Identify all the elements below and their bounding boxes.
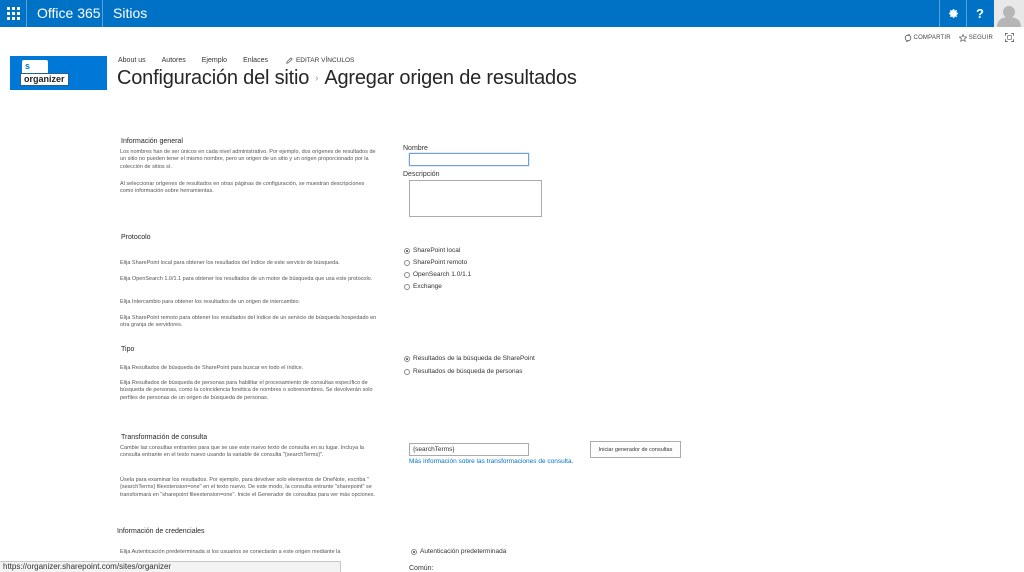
section-title-credentials: Información de credenciales xyxy=(117,528,205,535)
type-option-label: Resultados de la búsqueda de SharePoint xyxy=(413,355,535,362)
protocol-option-label: Exchange xyxy=(413,283,442,290)
nav-item-about-us[interactable]: About us xyxy=(118,57,146,64)
radio-selected-icon xyxy=(404,248,410,254)
radio-selected-icon xyxy=(411,549,417,555)
radio-icon xyxy=(404,284,410,290)
radio-selected-icon xyxy=(404,356,410,362)
star-icon xyxy=(959,34,967,42)
help-icon: ? xyxy=(976,6,984,21)
avatar[interactable] xyxy=(994,0,1024,27)
credentials-option-default[interactable] xyxy=(411,548,506,555)
app-launcher-button[interactable] xyxy=(0,0,26,27)
share-button[interactable] xyxy=(904,34,951,42)
focus-content-button[interactable] xyxy=(1005,33,1014,42)
protocol-option-opensearch[interactable] xyxy=(404,271,471,278)
section-title-query-transform: Transformación de consulta xyxy=(121,434,208,441)
link-status-bar: https://organizer.sharepoint.com/sites/organizer xyxy=(0,561,341,572)
section-title-protocol: Protocolo xyxy=(121,234,151,241)
protocol-desc-remote: Elija SharePoint remoto para obtener los resultados del índice de un servicio de búsqueda hospedado en otra granja de servidores. xyxy=(120,315,377,329)
protocol-option-remote[interactable] xyxy=(404,259,467,266)
logo-label: organizer xyxy=(20,73,69,86)
breadcrumb-parent[interactable]: Configuración del sitio xyxy=(117,67,310,89)
protocol-option-label: SharePoint remoto xyxy=(413,259,468,266)
suite-divider xyxy=(102,0,103,27)
page-title xyxy=(117,67,577,90)
follow-label: SEGUIR xyxy=(968,34,993,41)
protocol-option-label: OpenSearch 1.0/1.1 xyxy=(413,271,472,278)
type-option-people[interactable] xyxy=(404,368,523,375)
section-title-type: Tipo xyxy=(121,346,135,353)
query-transform-input[interactable] xyxy=(409,443,529,456)
edit-links-label: EDITAR VÍNCULOS xyxy=(295,57,355,64)
edit-links-button[interactable] xyxy=(286,57,354,64)
suite-bar xyxy=(0,0,1024,27)
share-icon xyxy=(904,34,912,42)
top-navigation xyxy=(118,57,354,64)
follow-button[interactable] xyxy=(959,34,993,42)
protocol-option-label: SharePoint local xyxy=(413,247,461,254)
suite-divider xyxy=(26,0,27,27)
credentials-option-label: Autenticación predeterminada xyxy=(420,548,507,555)
description-label: Descripción xyxy=(403,171,440,178)
pencil-icon xyxy=(286,57,293,64)
name-label: Nombre xyxy=(403,145,428,152)
focus-icon xyxy=(1005,33,1014,42)
general-description: Los nombres han de ser únicos en cada nivel administrativo. Por ejemplo, dos orígenes de resultados de un sitio no pueden tener el mismo nombre, pero un origen de un sitio y un origen proporcionado por la colección de sitios sí. xyxy=(120,149,376,170)
radio-icon xyxy=(404,260,410,266)
breadcrumb-separator: › xyxy=(315,73,319,85)
breadcrumb-current: Agregar origen de resultados xyxy=(324,67,577,89)
protocol-desc-local: Elija SharePoint local para obtener los resultados del índice de este servicio de búsqueda. xyxy=(120,260,340,266)
general-tooltip-description: Al seleccionar orígenes de resultados en otras páginas de configuración, se muestran descripciones como información sobre herramientas. xyxy=(120,181,365,195)
page-actions xyxy=(904,33,1014,42)
radio-icon xyxy=(404,369,410,375)
description-textarea[interactable] xyxy=(409,180,542,217)
help-button[interactable] xyxy=(967,0,993,27)
launch-query-builder-button[interactable]: Iniciar generador de consultas xyxy=(590,441,681,458)
app-title-link[interactable]: Sitios xyxy=(113,5,148,21)
transform-desc-example: Úsela para examinar los resultados. Por ejemplo, para devolver solo elementos de OneNote, escriba "{searchTerms} fileextension=one" en el texto nuevo. De este modo, la consulta entrante "sharepoint" se transformará en "sharepoint fileextension=one". Inicie el Generador de consultas para ver más opciones. xyxy=(120,477,376,498)
nav-item-enlaces[interactable]: Enlaces xyxy=(243,57,268,64)
radio-icon xyxy=(404,272,410,278)
waffle-icon xyxy=(7,7,20,20)
logo-document-icon: s xyxy=(22,60,48,80)
nav-item-ejemplo[interactable]: Ejemplo xyxy=(201,57,228,64)
protocol-desc-exchange: Elija Intercambio para obtener los resultados de un origen de intercambio. xyxy=(120,299,301,305)
type-desc-sharepoint: Elija Resultados de búsqueda de SharePoint para buscar en todo el índice. xyxy=(120,365,304,371)
section-title-general: Información general xyxy=(121,138,183,145)
name-input[interactable] xyxy=(409,153,529,166)
type-desc-people: Elija Resultados de búsqueda de personas para habilitar el procesamiento de consultas específico de búsqueda de personas, como la coincidencia fonética de nombres o sobrenombres. Se devolverán solo perfiles de personas de un origen de búsqueda de personas. xyxy=(120,380,373,401)
transform-desc-variable: Cambie las consultas entrantes para que se use este nuevo texto de consulta en su lugar. Incluya la consulta entrante en el texto nuevo usando la variable de consulta "{searchTerms}". xyxy=(120,445,364,459)
avatar-icon xyxy=(996,3,1022,27)
nav-item-autores[interactable]: Autores xyxy=(161,57,186,64)
site-logo[interactable] xyxy=(10,56,107,90)
gear-icon xyxy=(948,8,959,19)
type-option-sharepoint[interactable] xyxy=(404,355,535,362)
protocol-option-local[interactable] xyxy=(404,247,460,254)
protocol-option-exchange[interactable] xyxy=(404,283,442,290)
settings-button[interactable] xyxy=(940,0,966,27)
brand-link[interactable]: Office 365 xyxy=(37,5,101,21)
common-label: Común: xyxy=(409,565,434,572)
credentials-description: Elija Autenticación predeterminada si los usuarios se conectarán a este origen mediante la xyxy=(120,549,341,555)
type-option-label: Resultados de búsqueda de personas xyxy=(413,368,523,375)
query-transform-help-link[interactable]: Más información sobre las transformaciones de consulta. xyxy=(409,458,574,465)
protocol-desc-opensearch: Elija OpenSearch 1.0/1.1 para obtener los resultados de un motor de búsqueda que usa este protocolo. xyxy=(120,276,373,282)
share-label: COMPARTIR xyxy=(913,34,951,41)
